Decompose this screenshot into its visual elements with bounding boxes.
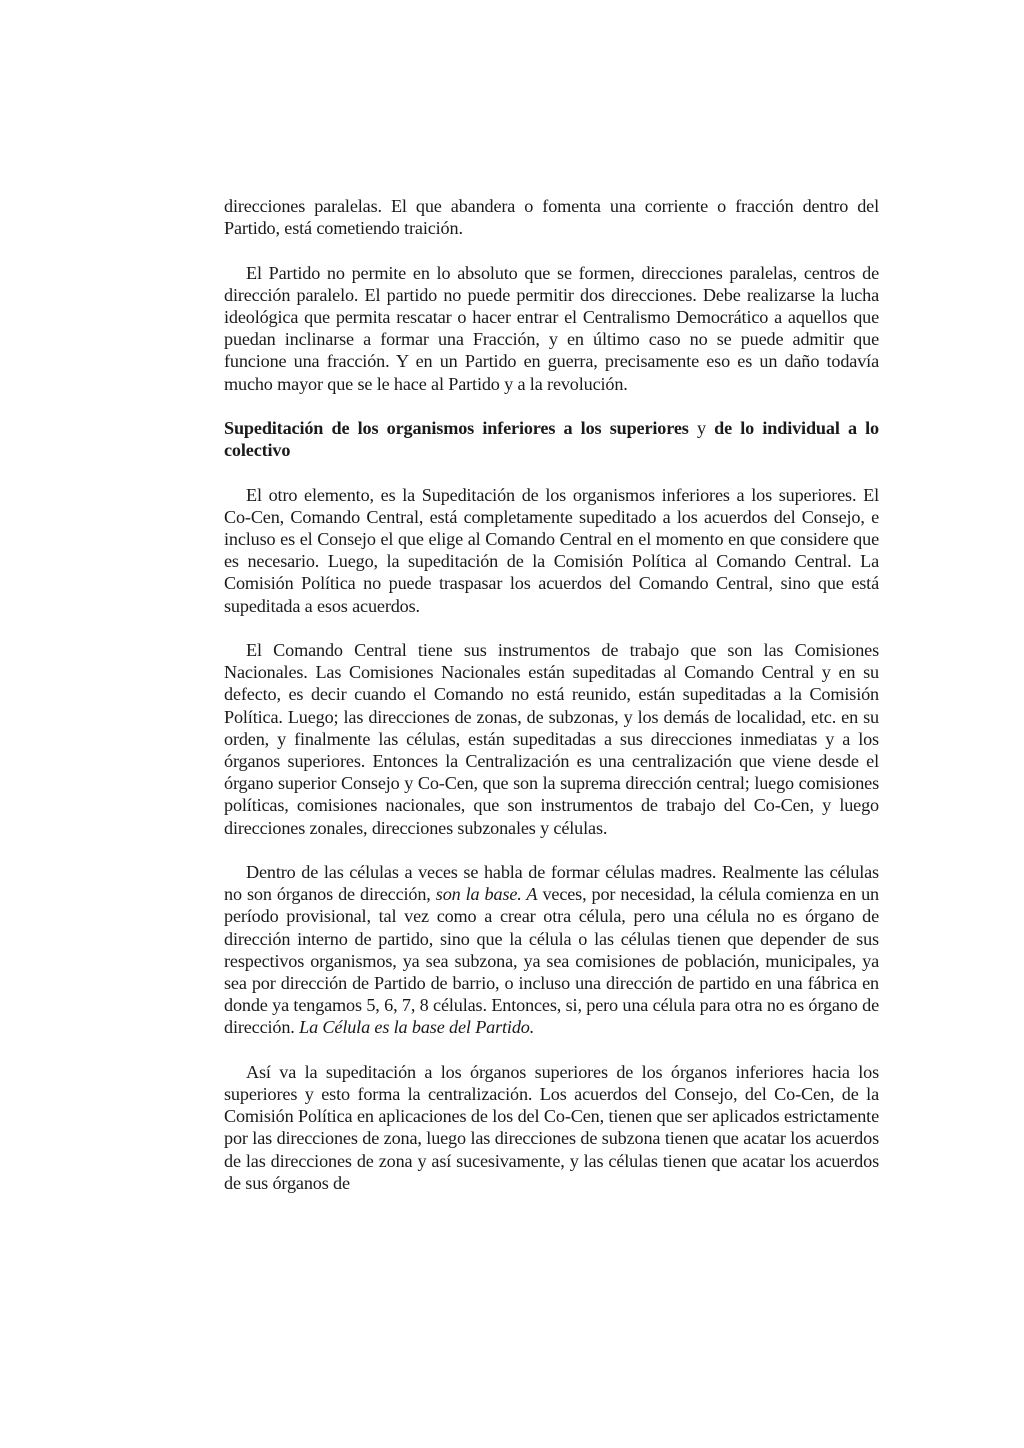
paragraph-6: Así va la supeditación a los órganos superiores de los órganos inferiores hacia los superiores y esto forma la centralización. Los acuerdos del Consejo, del Co-Cen, de la Comisión Política en aplicaciones de los del Co-Cen, tienen que ser aplicados estrictamente por las direcciones de zona, luego las direcciones de subzona tienen que acatar los acuerdos de las direcciones de zona y así sucesivamente, y las células tienen que acatar los acuerdos de sus órganos de [224, 1061, 879, 1193]
paragraph-3: El otro elemento, es la Supeditación de los organismos inferiores a los superiores. El Co-Cen, Comando Central, está completamente supeditado a los acuerdos del Consejo, e incluso es el Consejo el que elige al Comando Central en el momento en que considere que es necesario. Luego, la supeditación de la Comisión Política al Comando Central. La Comisión Política no puede traspasar los acuerdos del Comando Central, sino que está supeditada a esos acuerdos. [224, 484, 879, 616]
paragraph-5-italic-2: La Célula es la base del Partido. [299, 1017, 535, 1038]
heading-part-2: y [696, 418, 706, 438]
heading-part-3: de lo individual a lo colectivo [224, 418, 879, 461]
heading-part-1: Supeditación de los organismos inferiores a los superiores [224, 418, 697, 438]
paragraph-5 [224, 861, 879, 1039]
paragraph-4: El Comando Central tiene sus instrumentos de trabajo que son las Comisiones Nacionales. Las Comisiones Nacionales están supeditadas al Comando Central y en su defecto, es decir cuando el Comando no está reunido, están supeditadas a la Comisión Política. Luego; las direcciones de zonas, de subzonas, y los demás de localidad, etc. en su orden, y finalmente las células, están supeditadas a sus direcciones inmediatas y a los órganos superiores. Entonces la Centralización es una centralización que viene desde el órgano superior Consejo y Co-Cen, que son la suprema dirección central; luego comisiones políticas, comisiones nacionales, que son instrumentos de trabajo del Co-Cen, y luego direcciones zonales, direcciones subzonales y células. [224, 640, 879, 838]
paragraph-5-italic-1: son la base. A [435, 884, 538, 905]
paragraph-5-seg-1: Dentro de las células a veces se habla de formar células madres. Realmente las células no son órganos de dirección, [224, 862, 879, 905]
paragraph-1: direcciones paralelas. El que abandera o fomenta una corriente o fracción dentro del Partido, está cometiendo traición. [224, 196, 879, 239]
section-heading [224, 417, 879, 461]
document-page [224, 195, 879, 1216]
paragraph-5-seg-3: veces, por necesidad, la célula comienza en un período provisional, tal vez como a crear otra célula, pero una célula no es órgano de dirección interno de partido, sino que la célula o las células tienen que depender de sus respectivos organismos, ya sea subzona, ya sea comisiones de población, municipales, ya sea por dirección de Partido de barrio, o incluso una dirección de partido en una fábrica en donde ya tengamos 5, 6, 7, 8 células. Entonces, si, pero una célula para otra no es órgano de dirección. [224, 884, 880, 1038]
paragraph-2: El Partido no permite en lo absoluto que se formen, direcciones paralelas, centros de dirección paralelo. El partido no puede permitir dos direcciones. Debe realizarse la lucha ideológica que permita rescatar o hacer entrar el Centralismo Democrático a aquellos que puedan inclinarse a formar una Fracción, y en último caso no se puede admitir que funcione una fracción. Y en un Partido en guerra, precisamente eso es un daño todavía mucho mayor que se le hace al Partido y a la revolución. [224, 262, 879, 394]
